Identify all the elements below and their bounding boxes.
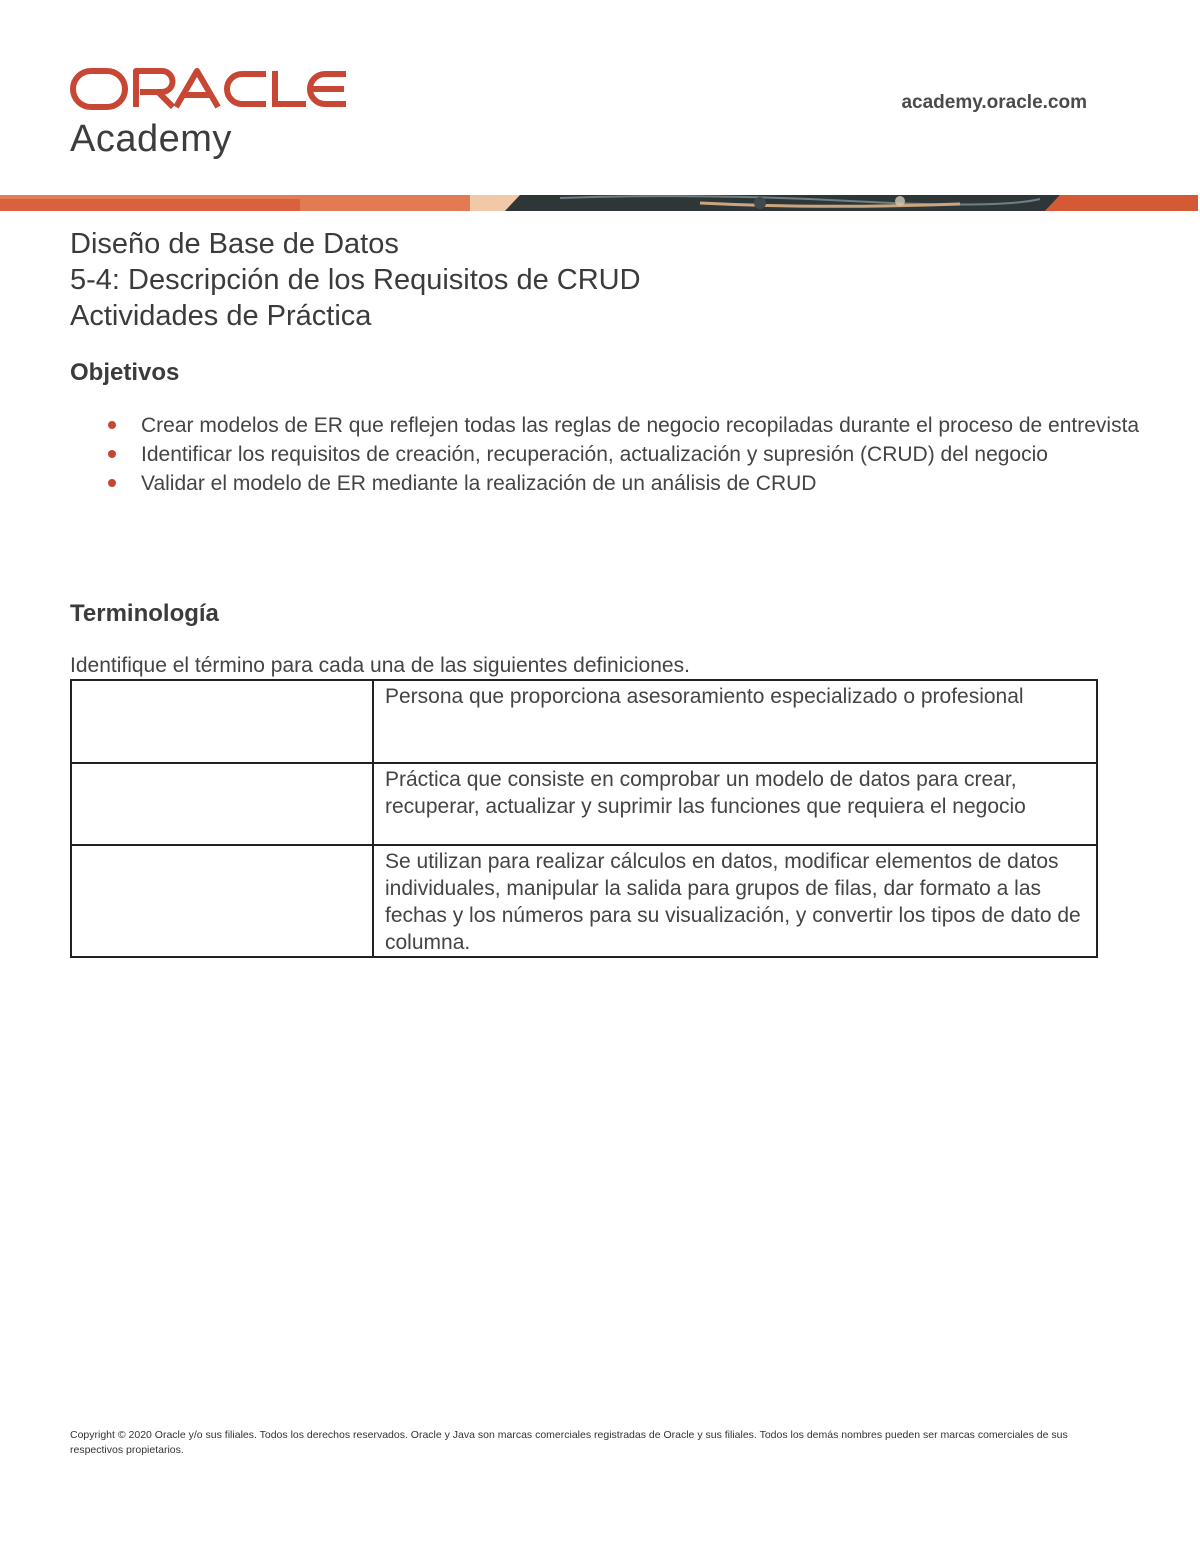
table-row	[71, 763, 1097, 845]
terminology-instructions: Identifique el término para cada una de las siguientes definiciones.	[70, 654, 690, 677]
table-row	[71, 680, 1097, 763]
objectives-heading: Objetivos	[70, 359, 180, 386]
copyright-footer: Copyright © 2020 Oracle y/o sus filiales. Todos los derechos reservados. Oracle y Java son marcas comerciales registradas de Oracle y sus filiales. Todos los demás nombres pueden ser marcas comerciales de sus respectivos propietarios.	[70, 1429, 1068, 1456]
table-row	[71, 845, 1097, 957]
decorative-banner	[0, 195, 1198, 211]
terminology-table	[70, 679, 1098, 958]
header-url: academy.oracle.com	[901, 92, 1087, 113]
term-answer-cell[interactable]	[71, 845, 373, 957]
term-answer-cell[interactable]	[71, 680, 373, 763]
bullet-icon	[108, 450, 116, 458]
definition-cell: Persona que proporciona asesoramiento especializado o profesional	[373, 680, 1097, 763]
title-lesson: 5-4: Descripción de los Requisitos de CRUD	[70, 264, 641, 296]
list-item	[70, 470, 1140, 497]
title-activity: Actividades de Práctica	[70, 300, 372, 332]
bullet-icon	[108, 421, 116, 429]
objective-text: Identificar los requisitos de creación, recuperación, actualización y supresión (CRUD) del negocio	[141, 443, 1048, 466]
oracle-academy-logo	[70, 68, 348, 161]
list-item	[70, 441, 1140, 468]
objectives-list	[70, 412, 1140, 499]
oracle-logo	[70, 68, 348, 110]
definition-cell: Se utilizan para realizar cálculos en datos, modificar elementos de datos individuales, manipular la salida para grupos de filas, dar formato a las fechas y los números para su visualización, y convertir los tipos de dato de columna.	[373, 845, 1097, 957]
term-answer-cell[interactable]	[71, 763, 373, 845]
list-item	[70, 412, 1140, 439]
terminology-heading: Terminología	[70, 600, 219, 627]
document-title	[70, 226, 641, 334]
objective-text: Crear modelos de ER que reflejen todas las reglas de negocio recopiladas durante el proceso de entrevista	[141, 414, 1140, 437]
definition-cell: Práctica que consiste en comprobar un modelo de datos para crear, recuperar, actualizar y suprimir las funciones que requiera el negocio	[373, 763, 1097, 845]
bullet-icon	[108, 479, 116, 487]
objective-text: Validar el modelo de ER mediante la realización de un análisis de CRUD	[141, 472, 817, 495]
academy-wordmark: Academy	[70, 118, 232, 160]
title-course: Diseño de Base de Datos	[70, 228, 399, 260]
